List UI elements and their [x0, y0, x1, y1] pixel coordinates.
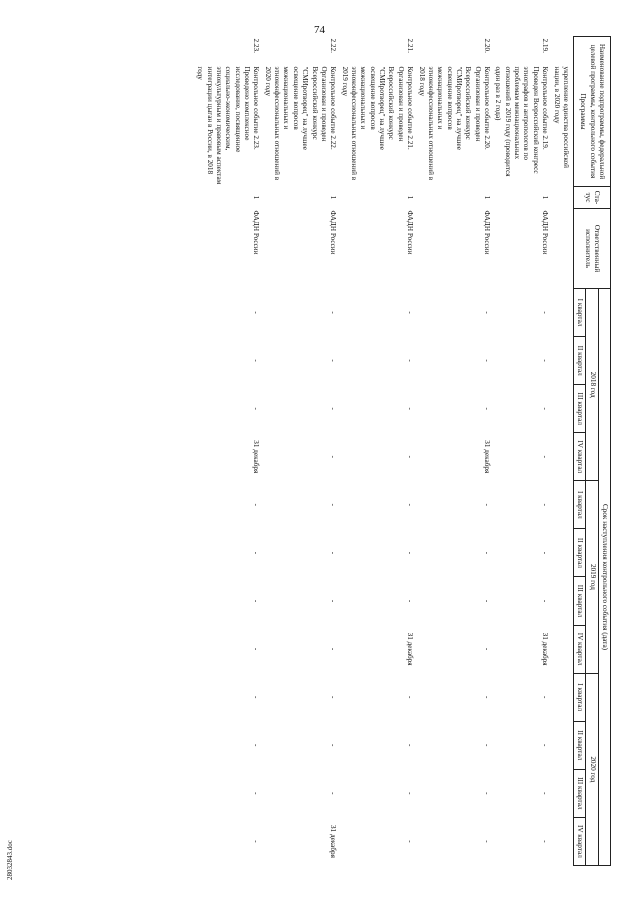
executor-cell: ФАДН России	[483, 210, 492, 255]
deadline-cell: -	[483, 792, 492, 795]
deadline-cell: -	[541, 744, 550, 747]
deadline-cell: -	[541, 455, 550, 458]
deadline-cell: -	[252, 551, 261, 555]
deadline-cell: -	[252, 840, 261, 843]
deadline-cell: -	[406, 792, 415, 795]
deadline-cell: -	[541, 840, 550, 843]
deadline-cell: -	[541, 599, 550, 603]
event-description	[492, 65, 550, 187]
deadline-cell: -	[483, 695, 492, 699]
deadline-cell: -	[541, 407, 550, 410]
deadline-cell: -	[541, 503, 550, 507]
deadline-cell: -	[406, 359, 415, 362]
quarter-header: I квартал	[573, 289, 585, 337]
quarter-header: III квартал	[573, 385, 585, 433]
deadline-cell: -	[483, 311, 492, 314]
event-title: Контрольное событие 2.20.	[483, 66, 492, 150]
deadline-cell: -	[483, 840, 492, 843]
event-text: Проведен Всероссийский конгресс этнографов и антропологов по проблемам межнациональных отношений в 2019 году (проводится один раз в 2 года)	[494, 66, 540, 177]
row-number: 2.23.	[252, 38, 261, 53]
deadline-cell: -	[329, 744, 338, 747]
header-name: Наименование подпрограммы, федеральной целевой программы, контрольного события Программы	[573, 37, 610, 187]
deadline-cell: -	[329, 599, 338, 603]
deadline-cell: -	[483, 359, 492, 362]
event-description	[261, 65, 338, 187]
header-deadline: Срок наступления контрольного события (дата)	[598, 289, 610, 866]
executor-cell: ФАДН России	[329, 210, 338, 255]
header-status: Ста-тус	[573, 187, 610, 209]
deadline-cell: -	[252, 599, 261, 603]
status-cell: 1	[541, 195, 550, 200]
deadline-cell: 31 декабря	[541, 632, 550, 666]
row-number: 2.20.	[483, 38, 492, 53]
row-number: 2.19.	[541, 38, 550, 53]
row-number: 2.21.	[406, 38, 415, 53]
section-continuation-text: укрепление единства российской нации, в 2020 году	[552, 66, 570, 168]
quarter-header: III квартал	[573, 769, 585, 817]
deadline-cell: 31 декабря	[406, 632, 415, 666]
event-title: Контрольное событие 2.22.	[329, 66, 338, 150]
event-description	[415, 65, 492, 187]
executor-cell: ФАДН России	[406, 210, 415, 255]
deadline-cell: -	[252, 647, 261, 651]
event-text: Организован и проведен Всероссийский конкурс "СМИротворец" на лучшее освещение вопросов межнациональных и этноконфессиональных отношений в 2020 году	[263, 66, 328, 181]
deadline-cell: -	[406, 599, 415, 603]
deadline-cell: -	[541, 695, 550, 699]
event-title: Контрольное событие 2.21.	[406, 66, 415, 150]
quarter-header: IV квартал	[573, 433, 585, 481]
deadline-cell: 31 декабря	[329, 824, 338, 858]
status-cell: 1	[483, 195, 492, 200]
status-cell: 1	[329, 195, 338, 200]
deadline-cell: -	[329, 359, 338, 362]
quarter-header: II квартал	[573, 529, 585, 577]
deadline-cell: -	[252, 503, 261, 507]
deadline-cell: -	[252, 311, 261, 314]
deadline-cell: -	[406, 840, 415, 843]
table-row	[415, 37, 492, 866]
table-row	[261, 37, 338, 866]
event-text: Организован и проведен Всероссийский конкурс "СМИротворец" на лучшее освещение вопросов межнациональных и этноконфессиональных отношений в 2019 году	[340, 66, 405, 181]
deadline-cell: -	[406, 455, 415, 458]
row-number: 2.22.	[329, 38, 338, 53]
deadline-cell: -	[252, 792, 261, 795]
deadline-cell: -	[483, 551, 492, 555]
deadline-cell: -	[329, 311, 338, 314]
deadline-cell: -	[252, 407, 261, 410]
deadline-cell: -	[252, 695, 261, 699]
rotated-table-area	[71, 36, 611, 866]
quarter-header: IV квартал	[573, 817, 585, 865]
event-title: Контрольное событие 2.23.	[252, 66, 261, 150]
status-cell: 1	[252, 195, 261, 200]
deadline-cell: -	[252, 744, 261, 747]
deadline-cell: 31 декабря	[252, 440, 261, 474]
deadline-cell: -	[483, 647, 492, 651]
executor-cell: ФАДН России	[252, 210, 261, 255]
control-events-table	[194, 36, 611, 866]
table-row	[194, 37, 262, 866]
status-cell: 1	[406, 195, 415, 200]
deadline-cell: -	[329, 695, 338, 699]
deadline-cell: -	[406, 407, 415, 410]
deadline-cell: -	[541, 551, 550, 555]
deadline-cell: -	[541, 311, 550, 314]
deadline-cell: -	[329, 503, 338, 507]
year-header: 2018 год	[586, 289, 598, 481]
deadline-cell: -	[329, 455, 338, 458]
table-row	[492, 37, 550, 866]
event-description	[338, 65, 415, 187]
quarter-header: II квартал	[573, 337, 585, 385]
deadline-cell: -	[329, 647, 338, 651]
quarter-header: I квартал	[573, 673, 585, 721]
year-header: 2020 год	[586, 673, 598, 865]
header-executor: Ответственный исполнитель	[573, 209, 610, 289]
event-description	[194, 65, 262, 187]
quarter-header: I квартал	[573, 481, 585, 529]
quarter-header: II квартал	[573, 721, 585, 769]
deadline-cell: -	[406, 744, 415, 747]
table-row	[338, 37, 415, 866]
page-number: 74	[314, 24, 325, 36]
event-text: Организован и проведен Всероссийский конкурс "СМИротворец" на лучшее освещение вопросов межнациональных и этноконфессиональных отношений в 2018 году	[417, 66, 482, 181]
event-text: Проведено комплексное исследование, посвященное социально-экономическим, этнокультурным и правовым аспектам интеграции цыган в России, в 2018 году	[196, 66, 252, 185]
deadline-cell: -	[483, 503, 492, 507]
deadline-cell: -	[541, 359, 550, 362]
deadline-cell: -	[483, 744, 492, 747]
event-title: Контрольное событие 2.19.	[541, 66, 550, 150]
deadline-cell: -	[329, 407, 338, 410]
deadline-cell: -	[329, 792, 338, 795]
quarter-header: III квартал	[573, 577, 585, 625]
document-id: 28032843.doc	[6, 840, 14, 880]
deadline-cell: -	[483, 599, 492, 603]
deadline-cell: -	[541, 792, 550, 795]
deadline-cell: -	[483, 407, 492, 410]
executor-cell: ФАДН России	[541, 210, 550, 255]
deadline-cell: -	[329, 551, 338, 555]
year-header: 2019 год	[586, 481, 598, 673]
deadline-cell: -	[406, 551, 415, 555]
deadline-cell: -	[406, 311, 415, 314]
quarter-header: IV квартал	[573, 625, 585, 673]
deadline-cell: -	[406, 503, 415, 507]
deadline-cell: -	[252, 359, 261, 362]
deadline-cell: -	[406, 695, 415, 699]
deadline-cell: 31 декабря	[483, 440, 492, 474]
